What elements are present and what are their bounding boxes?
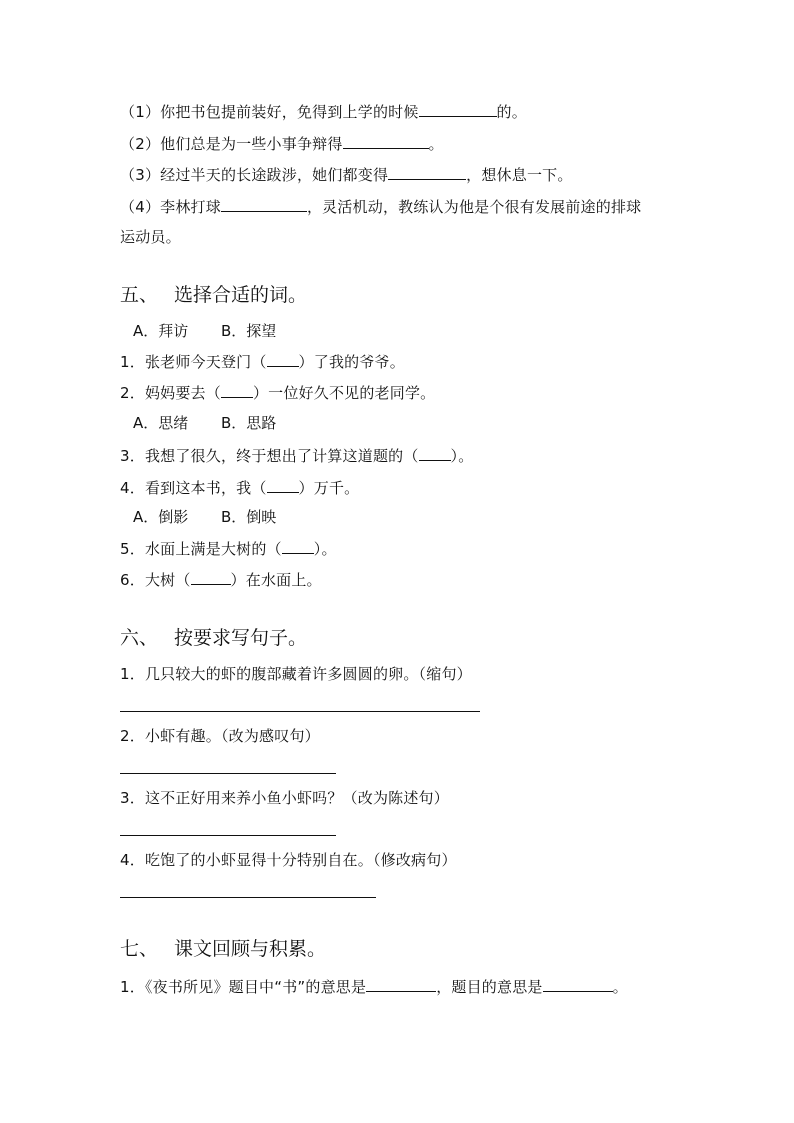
answer-blank[interactable] <box>282 538 314 554</box>
option-a: A．倒影 <box>133 508 189 526</box>
option-b: B．思路 <box>221 414 277 432</box>
question-text: 2．妈妈要去（ <box>120 384 221 402</box>
choice-question-6 <box>120 569 322 590</box>
answer-line-1[interactable] <box>120 711 480 712</box>
choice-question-4 <box>120 477 359 498</box>
answer-blank[interactable] <box>267 351 299 367</box>
question-middle: ，题目的意思是 <box>436 978 543 996</box>
answer-blank[interactable] <box>267 477 299 493</box>
recall-question-1 <box>120 976 628 997</box>
question-text: 4．看到这本书，我（ <box>120 479 267 497</box>
rewrite-question-4: 4．吃饱了的小虾显得十分特别自在。（修改病句） <box>120 851 457 869</box>
question-end: ）一位好久不见的老同学。 <box>252 384 436 402</box>
question-text: 6．大树（ <box>120 571 191 589</box>
question-text: 3．我想了很久，终于想出了计算这道题的（ <box>120 447 419 465</box>
answer-line-3[interactable] <box>120 835 336 836</box>
fill-item-2 <box>120 133 444 154</box>
options-group-3 <box>133 507 276 527</box>
fill-item-1-end: 的。 <box>496 103 527 121</box>
fill-item-2-end: 。 <box>428 135 444 153</box>
section-title: 课文回顾与积累。 <box>174 938 327 960</box>
question-end: ）了我的爷爷。 <box>298 353 405 371</box>
option-a: A．拜访 <box>133 322 189 340</box>
choice-question-1 <box>120 351 405 372</box>
answer-line-4[interactable] <box>120 897 376 898</box>
section-number: 七、 <box>120 938 159 960</box>
section-number: 六、 <box>120 627 159 649</box>
question-text: 1．张老师今天登门（ <box>120 353 267 371</box>
option-a: A．思绪 <box>133 414 189 432</box>
question-text: 1．《夜书所见》题目中“书”的意思是 <box>120 978 367 996</box>
fill-item-4-cont-text: 运动员。 <box>120 228 181 246</box>
answer-blank[interactable] <box>366 976 436 992</box>
option-b: B．倒映 <box>221 508 277 526</box>
section-7-heading <box>120 937 326 961</box>
rewrite-question-1: 1．几只较大的虾的腹部藏着许多圆圆的卵。（缩句） <box>120 665 472 683</box>
choice-question-2 <box>120 382 435 403</box>
question-end: ）。 <box>313 540 337 558</box>
fill-item-3 <box>120 164 573 185</box>
rewrite-question-2: 2．小虾有趣。（改为感叹句） <box>120 727 320 745</box>
question-end: ）。 <box>450 447 474 465</box>
answer-blank[interactable] <box>419 101 497 117</box>
options-group-1 <box>133 321 276 341</box>
section-5-heading <box>120 283 307 307</box>
rewrite-question-3: 3．这不正好用来养小鱼小虾吗？（改为陈述句） <box>120 789 449 807</box>
fill-item-1 <box>120 101 527 122</box>
section-6-heading <box>120 626 307 650</box>
section-title: 选择合适的词。 <box>174 284 308 306</box>
fill-item-3-text: （3）经过半天的长途跋涉，她们都变得 <box>120 166 389 184</box>
answer-blank[interactable] <box>343 133 429 149</box>
fill-item-4-end: ，灵活机动，教练认为他是个很有发展前途的排球 <box>306 198 642 216</box>
question-end: ）万千。 <box>298 479 360 497</box>
choice-question-5 <box>120 538 337 559</box>
fill-item-3-end: ，想休息一下。 <box>466 166 573 184</box>
answer-blank[interactable] <box>388 164 466 180</box>
fill-item-4 <box>120 196 641 217</box>
answer-blank[interactable] <box>221 382 253 398</box>
question-end: ）在水面上。 <box>230 571 322 589</box>
section-title: 按要求写句子。 <box>174 627 308 649</box>
question-end: 。 <box>612 978 628 996</box>
answer-blank[interactable] <box>191 569 231 585</box>
answer-blank[interactable] <box>419 445 451 461</box>
fill-item-4-continued <box>120 227 181 247</box>
question-text: 5．水面上满是大树的（ <box>120 540 282 558</box>
answer-line-2[interactable] <box>120 773 336 774</box>
fill-item-1-text: （1）你把书包提前装好，免得到上学的时候 <box>120 103 419 121</box>
section-number: 五、 <box>120 284 159 306</box>
answer-blank[interactable] <box>221 196 307 212</box>
option-b: B．探望 <box>221 322 277 340</box>
options-group-2 <box>133 413 276 433</box>
answer-blank[interactable] <box>543 976 613 992</box>
choice-question-3 <box>120 445 473 466</box>
fill-item-4-text: （4）李林打球 <box>120 198 221 216</box>
fill-item-2-text: （2）他们总是为一些小事争辩得 <box>120 135 343 153</box>
